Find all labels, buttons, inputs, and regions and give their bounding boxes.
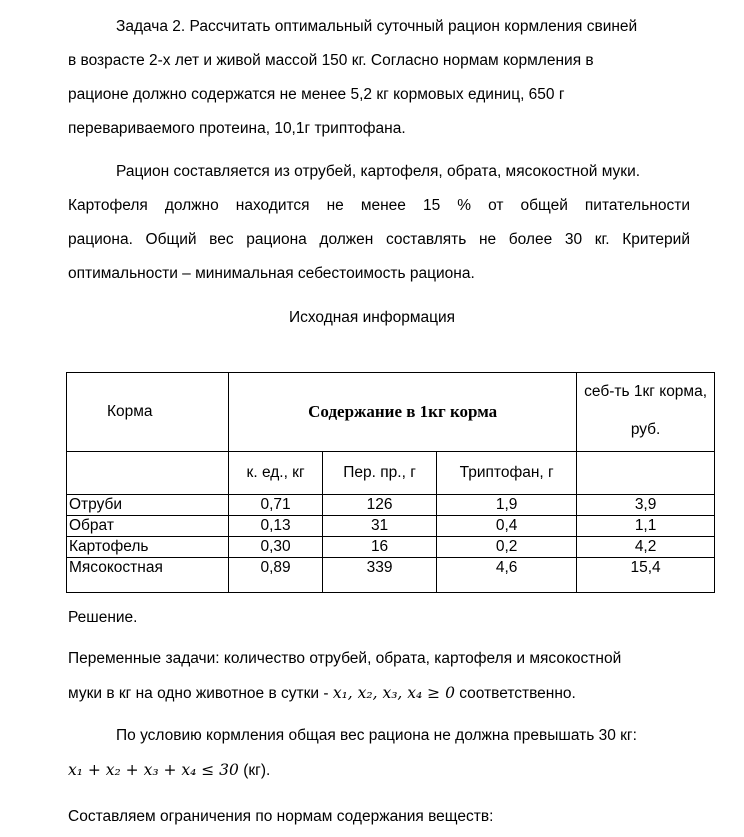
row-tryptophan: 1,9 xyxy=(437,495,577,516)
feed-table xyxy=(66,372,715,593)
diet-paragraph xyxy=(68,155,690,291)
row-tryptophan: 4,6 xyxy=(437,558,577,593)
row-name: Обрат xyxy=(67,516,229,537)
row-protein: 31 xyxy=(323,516,437,537)
row-cost: 4,2 xyxy=(577,537,715,558)
variables-line-2-suffix: соответственно. xyxy=(459,685,576,702)
row-protein: 126 xyxy=(323,495,437,516)
row-name: Мясокостная xyxy=(67,558,229,593)
row-name: Отруби xyxy=(67,495,229,516)
row-feed-units: 0,13 xyxy=(229,516,323,537)
constraints-line: Составляем ограничения по нормам содержания веществ: xyxy=(68,808,494,825)
variables-paragraph xyxy=(68,642,690,711)
task-paragraph xyxy=(68,10,690,146)
table-caption: Исходная информация xyxy=(288,309,456,326)
row-tryptophan: 0,4 xyxy=(437,516,577,537)
row-feed-units: 0,71 xyxy=(229,495,323,516)
header-cost xyxy=(577,373,715,452)
diet-line-4: оптимальности – минимальная себестоимость рациона. xyxy=(68,265,475,282)
row-feed-units: 0,89 xyxy=(229,558,323,593)
table-row xyxy=(67,516,715,537)
row-cost: 15,4 xyxy=(577,558,715,593)
diet-line-1: Рацион составляется из отрубей, картофеля, обрата, мясокостной муки. xyxy=(116,163,641,180)
subheader-tryptophan: Триптофан, г xyxy=(437,452,577,495)
row-tryptophan: 0,2 xyxy=(437,537,577,558)
task-line-3: рационе должно содержатся не менее 5,2 кг кормовых единиц, 650 г xyxy=(68,86,565,103)
row-cost: 1,1 xyxy=(577,516,715,537)
row-name: Картофель xyxy=(67,537,229,558)
header-cost-line1: себ-ть 1кг корма, xyxy=(584,383,708,400)
row-protein: 16 xyxy=(323,537,437,558)
subheader-empty-right xyxy=(577,452,715,495)
solution-title: Решение. xyxy=(68,609,138,626)
subheader-protein: Пер. пр., г xyxy=(323,452,437,495)
variables-line-1: Переменные задачи: количество отрубей, обрата, картофеля и мясокостной xyxy=(68,650,622,667)
row-protein: 339 xyxy=(323,558,437,593)
weight-paragraph xyxy=(68,719,690,788)
weight-math: x₁ + x₂ + x₃ + x₄ ≤ 30 xyxy=(68,761,239,779)
variables-line-2-prefix: муки в кг на одно животное в сутки - xyxy=(68,685,329,702)
weight-line: По условию кормления общая вес рациона не должна превышать 30 кг: xyxy=(116,727,637,744)
row-cost: 3,9 xyxy=(577,495,715,516)
table-row xyxy=(67,537,715,558)
header-content: Содержание в 1кг корма xyxy=(229,373,577,452)
diet-line-3: рациона. Общий вес рациона должен составлять не более 30 кг. Критерий xyxy=(68,231,690,248)
task-line-1: Задача 2. Рассчитать оптимальный суточный рацион кормления свиней xyxy=(116,18,638,35)
table-row xyxy=(67,558,715,593)
header-feed: Корма xyxy=(67,373,229,452)
table-row xyxy=(67,495,715,516)
diet-line-2: Картофеля должно находится не менее 15 % от общей питательности xyxy=(68,197,690,214)
weight-unit: (кг). xyxy=(243,762,271,779)
subheader-empty-left xyxy=(67,452,229,495)
subheader-feed-units: к. ед., кг xyxy=(229,452,323,495)
variables-math: x₁, x₂, x₃, x₄ ≥ 0 xyxy=(332,684,455,702)
header-cost-line2: руб. xyxy=(630,421,661,438)
row-feed-units: 0,30 xyxy=(229,537,323,558)
task-line-4: перевариваемого протеина, 10,1г триптофана. xyxy=(68,120,406,137)
task-line-2: в возрасте 2-х лет и живой массой 150 кг. Согласно нормам кормления в xyxy=(68,52,594,69)
